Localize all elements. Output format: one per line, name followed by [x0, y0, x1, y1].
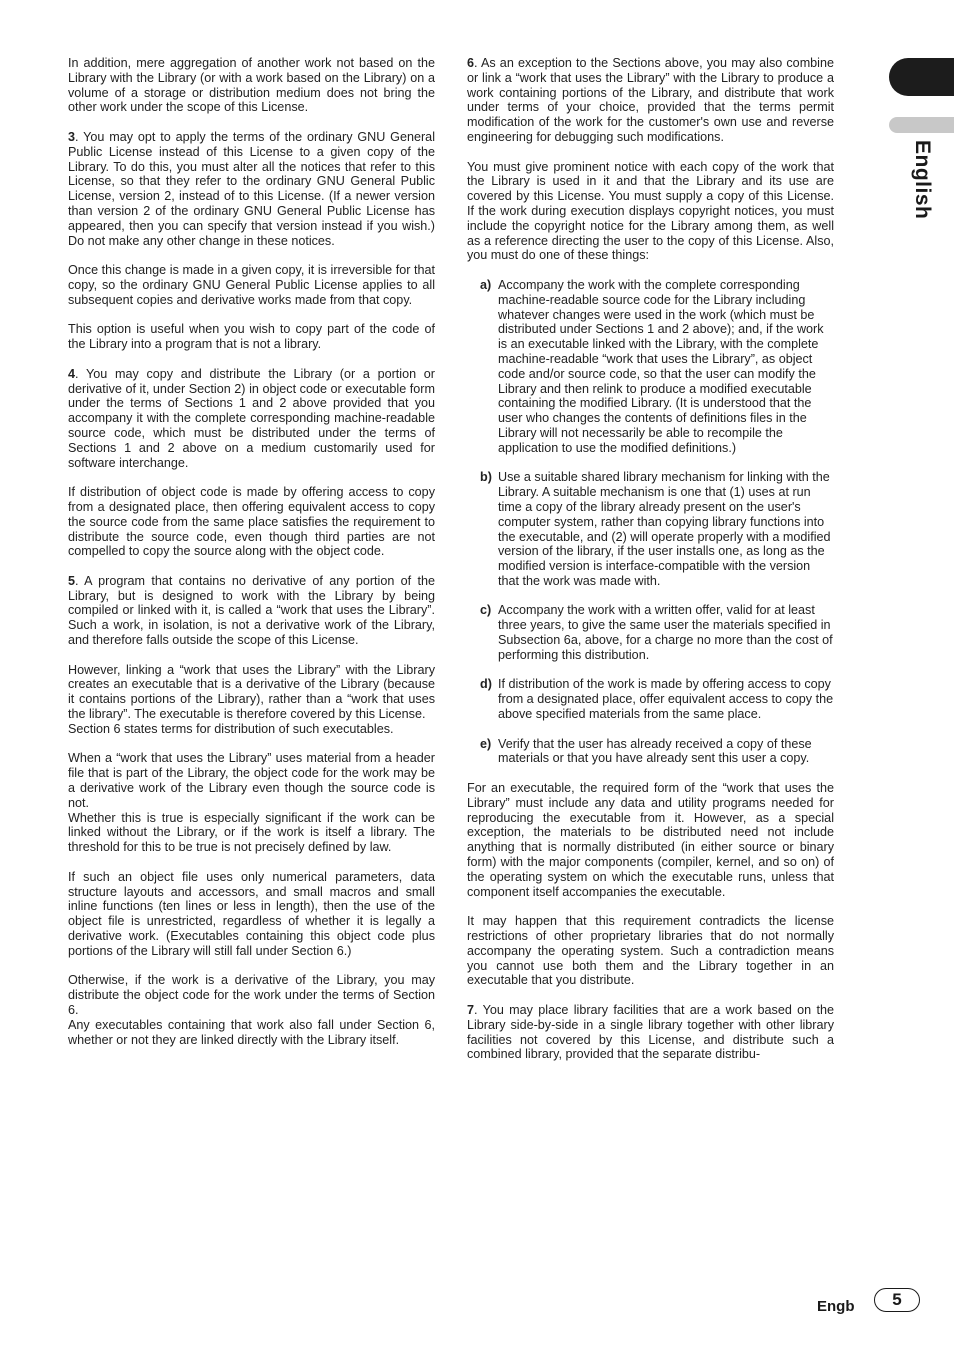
section-7 [467, 1003, 834, 1062]
page-number: 5 [874, 1288, 920, 1312]
list-item-text: Verify that the user has already received a copy of these materials or that you have already sent this user a copy. [498, 736, 812, 766]
paragraph: Whether this is true is especially significant if the work can be linked without the Library, or if the work is itself a library. The threshold for this to be true is not precisely defined by law. [68, 810, 435, 855]
section-6 [467, 56, 834, 145]
list-item-label: b) [480, 470, 492, 485]
section-number: 3 [68, 129, 76, 144]
left-column [68, 56, 435, 1062]
list-item-text: Accompany the work with the complete corresponding machine-readable source code for the Library including whatever changes were used in the work (which must be distributed under Sections 1 and 2 above); and, if the work is an executable linked with the Library, with the complete machine-readable “work that uses the Library”, as object code and/or source code, so that the user can modify the Library and then relink to produce a modified executable containing the modified Library. (It is understood that the user who changes the contents of definitions files in the Library will not necessarily be able to recompile the application to use the modified definitions.) [498, 277, 824, 455]
paragraph: It may happen that this requirement contradicts the license restrictions of other proprietary libraries that do not normally accompany the operating system. Such a contradiction means you cannot use both them and the Library together in an executable that you distribute. [467, 914, 834, 988]
paragraph: In addition, mere aggregation of another work not based on the Library with the Library (or with a work based on the Library) on a volume of a storage or distribution medium does not bring the other work under the scope of this License. [68, 56, 435, 115]
list-item-label: c) [480, 603, 492, 618]
section-text: . You may opt to apply the terms of the ordinary GNU General Public License instead of this License to a given copy of the Library. To do this, you must alter all the notices that refer to this License, so that they refer to the ordinary GNU General Public License, version 2, instead of to this License. (If a newer version than version 2 of the ordinary GNU General Public License has appeared, then you can specify that version instead if you wish.) Do not make any other change in these notices. [68, 129, 435, 248]
list-item-text: If distribution of the work is made by offering access to copy from a designated place, offer equivalent access to copy the above specified materials from the same place. [498, 677, 834, 722]
footer-language-code: Engb [817, 1298, 855, 1315]
list-item-text: Accompany the work with a written offer, valid for at least three years, to give the same user the materials specified in Subsection 6a, above, for a charge no more than the cost of performing this distribution. [498, 603, 833, 662]
section-number: 7 [467, 1003, 475, 1017]
language-label: English [911, 140, 934, 220]
list-item-label: d) [480, 677, 492, 692]
paragraph: However, linking a “work that uses the Library” with the Library creates an executable that is a derivative of the Library (because it contains portions of the Library), rather than a “work that uses the library”. The executable is therefore covered by this License. [68, 662, 435, 722]
paragraph: When a “work that uses the Library” uses material from a header file that is part of the Library, the object code for the work may be a derivative work of the Library even though the source code is not. [68, 751, 435, 810]
paragraph: For an executable, the required form of the “work that uses the Library” must include any data and utility programs needed for reproducing the executable from it. However, as a special exception, the materials to be distributed need not include anything that is normally distributed (in either source or binary form) with the major components (compiler, kernel, and so on) of the operating system on which the executable runs, unless that component itself accompanies the executable. [467, 781, 834, 899]
paragraph: Section 6 states terms for distribution of such executables. [68, 721, 394, 736]
section-number: 4 [68, 366, 76, 381]
section-number: 5 [68, 573, 76, 588]
paragraph: Once this change is made in a given copy, it is irreversible for that copy, so the ordinary GNU General Public License applies to all subsequent copies and derivative works made from that copy. [68, 263, 435, 307]
list-item [480, 603, 834, 662]
right-column [467, 56, 834, 1077]
section-text: . As an exception to the Sections above, you may also combine or link a “work that uses the Library” with the Library to produce a work containing portions of the Library, and distribute that work under terms of your choice, provided that the terms permit modification of the work for the customer's own use and reverse engineering for debugging such modifications. [467, 56, 834, 144]
section-3 [68, 130, 435, 248]
section-text: . You may copy and distribute the Library (or a portion or derivative of it, under Section 2) in object code or executable form under the terms of Sections 1 and 2 above provided that you accompany it with the complete corresponding machine-readable source code, which must be distributed under the terms of Sections 1 and 2 above on a medium customarily used for software interchange. [68, 366, 435, 470]
section-number: 6 [467, 56, 475, 70]
list-item-text: Use a suitable shared library mechanism for linking with the Library. A suitable mechanism is one that (1) uses at run time a copy of the library already present on the user's computer system, rather than copying library functions into the executable, and (2) will operate properly with a modified version of the library, if the user installs one, as long as the modified version is interface-compatible with the version that the work was made with. [498, 470, 831, 588]
section-text: . You may place library facilities that are a work based on the Library side-by-side in a single library together with other library facilities not covered by this License, and distribute such a combined library, provided that the separate distribu- [467, 1003, 834, 1062]
paragraph: Otherwise, if the work is a derivative of the Library, you may distribute the object code for the work under the terms of Section 6. [68, 973, 435, 1017]
list-item [480, 737, 834, 767]
section-text: . A program that contains no derivative of any portion of the Library, but is designed to work with the Library by being compiled or linked with it, is called a “work that uses the Library”. Such a work, in isolation, is not a derivative work of the Library, and therefore falls outside the scope of this License. [68, 573, 435, 648]
paragraph: If such an object file uses only numerical parameters, data structure layouts and accessors, and small macros and small inline functions (ten lines or less in length), then the use of the object file is unrestricted, regardless of whether it is legally a derivative work. (Executables containing this object code plus portions of the Library will still fall under Section 6.) [68, 869, 435, 958]
paragraph: This option is useful when you wish to copy part of the code of the Library into a program that is not a library. [68, 322, 435, 352]
section-tab-marker-light [889, 117, 954, 133]
section-5 [68, 574, 435, 648]
paragraph: If distribution of object code is made by offering access to copy from a designated place, then offering equivalent access to copy the source code from the same place satisfies the requirement to distribute the source code, even though third parties are not compelled to copy the source along with the object code. [68, 485, 435, 559]
list-item [480, 677, 834, 721]
section-tab-marker [889, 58, 954, 96]
list-item [480, 278, 834, 456]
section-4 [68, 367, 435, 471]
list-item-label: a) [480, 277, 492, 292]
list-item-label: e) [480, 736, 492, 751]
list-item [480, 470, 834, 588]
paragraph: Any executables containing that work also fall under Section 6, whether or not they are linked directly with the Library itself. [68, 1017, 435, 1047]
paragraph: You must give prominent notice with each copy of the work that the Library is used in it and that the Library and its use are covered by this License. You must supply a copy of this License. If the work during execution displays copyright notices, you must include the copyright notice for the Library among them, as well as a reference directing the user to the copy of this License. Also, you must do one of these things: [467, 159, 834, 263]
